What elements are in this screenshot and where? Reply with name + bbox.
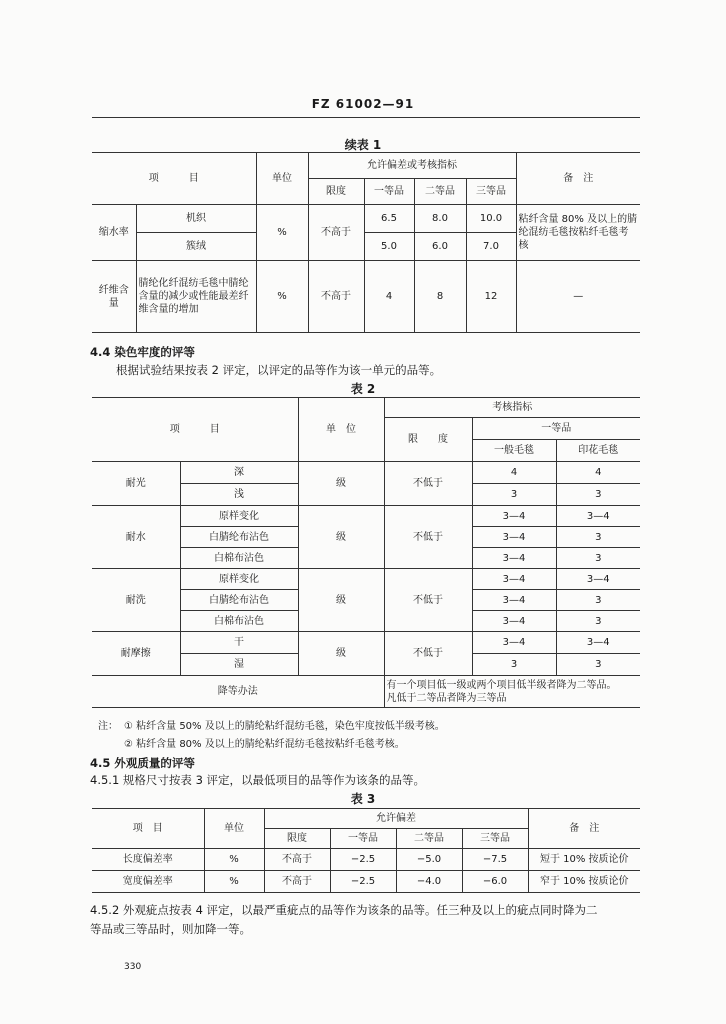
width-deviation-unit: %	[204, 871, 264, 893]
fiber-content-item: 腈纶化纤混纺毛毯中腈纶含量的减少或性能最差纤维含量的增加	[136, 261, 256, 333]
length-deviation-grade3: −7.5	[462, 849, 528, 871]
fiber-content-limit: 不高于	[308, 261, 364, 333]
col-header-grade3: 三等品	[466, 179, 516, 205]
rubbing-fastness-label: 耐摩擦	[92, 632, 180, 676]
light-fastness-label: 耐光	[92, 462, 180, 506]
wash-color-change-item: 原样变化	[180, 569, 298, 590]
wash-color-change-general: 3—4	[472, 569, 556, 590]
water-color-change-general: 3—4	[472, 506, 556, 527]
t2-col-header-general-blanket: 一般毛毯	[472, 440, 556, 462]
shrinkage-unit: %	[256, 205, 308, 261]
woven-grade2: 8.0	[414, 205, 466, 233]
continued-table-caption: 续表 1	[344, 138, 382, 152]
wash-cotton-staining-item: 白棉布沾色	[180, 611, 298, 632]
rubbing-wet-printed: 3	[556, 654, 640, 676]
section-4-5-2-line-1: 4.5.2 外观疵点按表 4 评定，以最严重疵点的品等作为该条的品等。任三种及以上的疵点同时降为二	[90, 903, 598, 917]
light-pale-general: 3	[472, 484, 556, 506]
fiber-content-remark: —	[516, 261, 640, 333]
water-color-change-item: 原样变化	[180, 506, 298, 527]
length-deviation-limit: 不高于	[264, 849, 330, 871]
light-dark-printed: 4	[556, 462, 640, 484]
t3-col-header-tolerance: 允许偏差	[264, 809, 528, 829]
width-deviation-grade3: −6.0	[462, 871, 528, 893]
length-deviation-unit: %	[204, 849, 264, 871]
tufted-grade1: 5.0	[364, 233, 414, 261]
fiber-content-grade3: 12	[466, 261, 516, 333]
tufted-item: 簇绒	[136, 233, 256, 261]
water-fastness-label: 耐水	[92, 506, 180, 569]
water-acrylic-staining-item: 白腈纶布沾色	[180, 527, 298, 548]
tufted-grade3: 7.0	[466, 233, 516, 261]
fiber-content-grade2: 8	[414, 261, 466, 333]
width-deviation-grade1: −2.5	[330, 871, 396, 893]
shrinkage-limit: 不高于	[308, 205, 364, 261]
col-header-grade1: 一等品	[364, 179, 414, 205]
section-4-5-2-line-2: 等品或三等品时，则加降一等。	[90, 922, 251, 936]
col-header-remark: 备 注	[516, 153, 640, 205]
note-2: ② 粘纤含量 80% 及以上的腈纶粘纤混纺毛毯按粘纤毛毯考核。	[124, 739, 405, 750]
woven-grade3: 10.0	[466, 205, 516, 233]
table-2	[92, 397, 640, 708]
rubbing-wet-general: 3	[472, 654, 556, 676]
t2-col-header-limit: 限 度	[384, 418, 472, 462]
rubbing-limit: 不低于	[384, 632, 472, 676]
downgrade-method-text	[384, 676, 640, 708]
t3-col-header-grade2: 二等品	[396, 829, 462, 849]
fiber-content-unit: %	[256, 261, 308, 333]
table-2-caption: 表 2	[350, 382, 376, 396]
water-cotton-staining-item: 白棉布沾色	[180, 548, 298, 569]
rubbing-unit: 级	[298, 632, 384, 676]
note-1: ① 粘纤含量 50% 及以上的腈纶粘纤混纺毛毯，染色牢度按低半级考核。	[124, 721, 445, 732]
t2-col-header-first-grade: 一等品	[472, 418, 640, 440]
t3-col-header-grade1: 一等品	[330, 829, 396, 849]
section-4-4-title: 4.4 染色牢度的评等	[90, 345, 195, 359]
t2-col-header-index: 考核指标	[384, 398, 640, 418]
water-color-change-printed: 3—4	[556, 506, 640, 527]
tufted-grade2: 6.0	[414, 233, 466, 261]
col-header-grade2: 二等品	[414, 179, 466, 205]
width-deviation-grade2: −4.0	[396, 871, 462, 893]
woven-grade1: 6.5	[364, 205, 414, 233]
section-4-5-title: 4.5 外观质量的评等	[90, 756, 195, 770]
water-cotton-staining-printed: 3	[556, 548, 640, 569]
t2-col-header-item: 项 目	[92, 398, 298, 462]
wash-unit: 级	[298, 569, 384, 632]
downgrade-rule-2: 凡低于二等品者降为三等品	[386, 692, 507, 704]
t3-col-header-grade3: 三等品	[462, 829, 528, 849]
light-dark-item: 深	[180, 462, 298, 484]
woven-item: 机织	[136, 205, 256, 233]
fiber-content-grade1: 4	[364, 261, 414, 333]
width-deviation-remark: 窄于 10% 按质论价	[528, 871, 640, 893]
wash-acrylic-staining-general: 3—4	[472, 590, 556, 611]
col-header-tolerance: 允许偏差或考核指标	[308, 153, 516, 179]
t3-col-header-item: 项 目	[92, 809, 204, 849]
length-deviation-item: 长度偏差率	[92, 849, 204, 871]
width-deviation-item: 宽度偏差率	[92, 871, 204, 893]
wash-acrylic-staining-item: 白腈纶布沾色	[180, 590, 298, 611]
water-unit: 级	[298, 506, 384, 569]
table-3	[92, 808, 640, 893]
page-number: 330	[124, 962, 142, 972]
light-dark-general: 4	[472, 462, 556, 484]
col-header-unit: 单位	[256, 153, 308, 205]
section-4-4-text: 根据试验结果按表 2 评定，以评定的品等作为该一单元的品等。	[116, 363, 442, 377]
section-4-5-1-text: 4.5.1 规格尺寸按表 3 评定，以最低项目的品等作为该条的品等。	[90, 773, 426, 787]
rubbing-dry-printed: 3—4	[556, 632, 640, 654]
t3-col-header-limit: 限度	[264, 829, 330, 849]
water-acrylic-staining-general: 3—4	[472, 527, 556, 548]
light-unit: 级	[298, 462, 384, 506]
rubbing-dry-item: 干	[180, 632, 298, 654]
water-cotton-staining-general: 3—4	[472, 548, 556, 569]
wash-color-change-printed: 3—4	[556, 569, 640, 590]
length-deviation-grade1: −2.5	[330, 849, 396, 871]
wash-cotton-staining-general: 3—4	[472, 611, 556, 632]
t3-col-header-remark: 备 注	[528, 809, 640, 849]
light-limit: 不低于	[384, 462, 472, 506]
water-acrylic-staining-printed: 3	[556, 527, 640, 548]
table-3-caption: 表 3	[350, 792, 376, 806]
length-deviation-remark: 短于 10% 按质论价	[528, 849, 640, 871]
header-rule	[92, 117, 640, 118]
fiber-content-label: 纤维含量	[92, 261, 136, 333]
light-pale-item: 浅	[180, 484, 298, 506]
length-deviation-grade2: −5.0	[396, 849, 462, 871]
width-deviation-limit: 不高于	[264, 871, 330, 893]
wash-limit: 不低于	[384, 569, 472, 632]
standard-code-header: FZ 61002—91	[311, 97, 415, 111]
water-limit: 不低于	[384, 506, 472, 569]
wash-acrylic-staining-printed: 3	[556, 590, 640, 611]
t3-col-header-unit: 单位	[204, 809, 264, 849]
downgrade-rule-1: 有一个项目低一级或两个项目低半级者降为二等品。	[386, 679, 617, 691]
continued-table-1	[92, 152, 640, 333]
shrinkage-remark: 粘纤含量 80% 及以上的腈纶混纺毛毯按粘纤毛毯考核	[516, 205, 640, 261]
downgrade-method-label: 降等办法	[92, 676, 384, 708]
wash-cotton-staining-printed: 3	[556, 611, 640, 632]
light-pale-printed: 3	[556, 484, 640, 506]
t2-col-header-unit: 单 位	[298, 398, 384, 462]
rubbing-dry-general: 3—4	[472, 632, 556, 654]
rubbing-wet-item: 湿	[180, 654, 298, 676]
note-label: 注：	[98, 721, 118, 732]
col-header-limit: 限度	[308, 179, 364, 205]
t2-col-header-printed-blanket: 印花毛毯	[556, 440, 640, 462]
wash-fastness-label: 耐洗	[92, 569, 180, 632]
shrinkage-label: 缩水率	[92, 205, 136, 261]
col-header-item: 项 目	[92, 153, 256, 205]
